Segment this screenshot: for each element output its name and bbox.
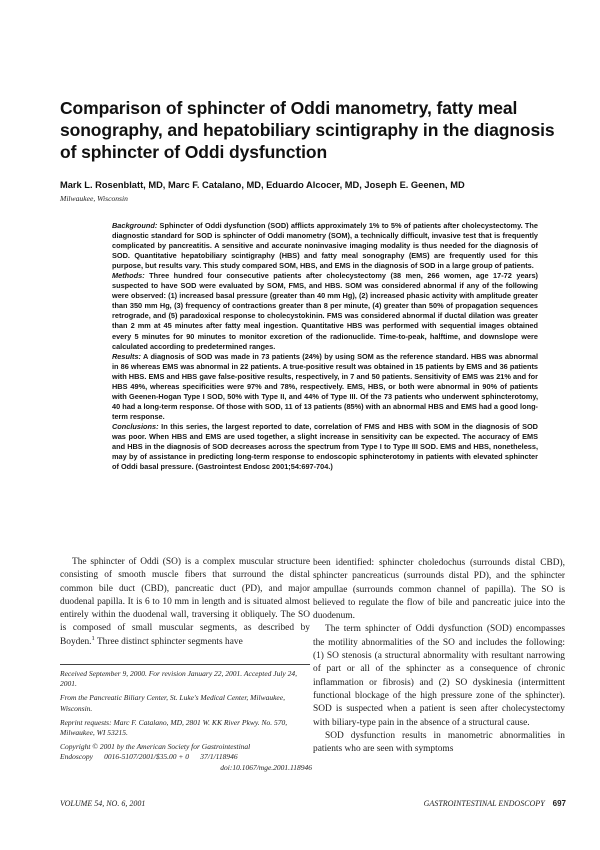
citation-ref: 1	[91, 634, 95, 642]
copyright-note: Copyright © 2001 by the American Society for Gastrointestinal Endoscopy 0016-5107/2001/$35.00 + 0 37/1/118946	[60, 742, 251, 762]
article-notes	[60, 669, 312, 773]
page-number: 697	[552, 799, 566, 808]
footer-volume: VOLUME 54, NO. 6, 2001	[60, 799, 146, 808]
body-column-left	[60, 556, 310, 649]
abstract-methods	[112, 271, 538, 351]
abstract-conclusions	[112, 422, 538, 472]
body-paragraph: The sphincter of Oddi (SO) is a complex muscular structure consisting of smooth muscle fibers that surround the distal common bile duct (CBD), pancreatic duct (PD), and major duodenal papilla. It is 6 to 10 mm in length and is situated almost entirely within the duodenal wall, traversing it obliquely. The SO is composed of small muscular segments, as described by Boyden.$^1$ Three distinct sphincter segments have	[60, 557, 310, 647]
body-paragraph: SOD dysfunction results in manometric abnormalities in patients who are seen with symptoms	[313, 730, 565, 755]
abstract-text: Sphincter of Oddi dysfunction (SOD) afflicts approximately 1% to 5% of patients after cholecystectomy. The diagnostic standard for SOD is sphincter of Oddi manometry (SOM), a technically difficult, invasive test that is frequently complicated by pancreatitis. A sensitive and accurate noninvasive imaging modality is thus needed for the diagnosis of SOD. Quantitative hepatobiliary scintigraphy (HBS) and fatty meal sonography (EMS) are frequently used for this purpose, but results vary. This study compared SOM, HBS, and EMS in the diagnosis of SOD in a large group of patients.	[112, 221, 538, 271]
abstract-background	[112, 221, 538, 271]
abstract	[112, 221, 538, 472]
abstract-results	[112, 352, 538, 422]
abstract-label: Background:	[112, 221, 158, 230]
abstract-text: In this series, the largest reported to date, correlation of FMS and HBS with SOM in the diagnosis of SOD was poor. When HBS and EMS are used together, a slight increase in sensitivity can be expected. The accuracy of EMS and HBS in the diagnosis of SOD decreases across the spectrum from Type I to Type III SOD. EMS and HBS, nonetheless, may by of assistance in predicting long-term response to endoscopic sphincterotomy in patients with elevated sphincter of Oddi basal pressure. (Gastrointest Endosc 2001;54:697-704.)	[112, 421, 538, 472]
doi-link[interactable]: doi:10.1067/mge.2001.118946	[220, 762, 312, 772]
body-column-right	[313, 557, 565, 756]
footer-journal	[424, 799, 566, 808]
abstract-text: Three hundred four consecutive patients after cholecystectomy (38 men, 266 women, age 17-72 years) suspected to have SOD were evaluated by SOM, FMS, and HBS. SOM was considered abnormal if any of the following were observed: (1) increased basal pressure (greater than 40 mm Hg), (2) increased phasic activity with amplitude greater than 350 mm Hg, (3) frequency of contractions greater than 8 per minute, (4) greater than 50% of propagation sequences retrograde, and (5) paradoxical response to cholecystokinin. FMS was considered abnormal if ductal dilation was greater than 2 mm at 45 minutes after fatty meal ingestion. Quantitative HBS was performed with sequential images obtained every 5 minutes for 90 minutes to monitor excretion of the radionuclide. Time-to-peak, halftime, and downslope were calculated according to predetermined ranges.	[112, 271, 538, 351]
body-paragraph: The term sphincter of Oddi dysfunction (SOD) encompasses the motility abnormalities of the SO and includes the following: (1) SO stenosis (a structural abnormality with resultant narrowing of part or all of the sphincter as a consequence of chronic inflammation or fibrosis) and (2) SO dyskinesia (intermittent functional blockage of the high pressure zone of the sphincter). SOD is suspected when a patient is seen after cholecystectomy with biliary-type pain in the absence of a structural cause.	[313, 624, 565, 728]
author-list: Mark L. Rosenblatt, MD, Marc F. Catalano, MD, Eduardo Alcocer, MD, Joseph E. Geenen, MD	[60, 180, 465, 190]
abstract-label: Results:	[112, 351, 141, 361]
reprint-note: Reprint requests: Marc F. Catalano, MD, 2801 W. KK River Pkwy. No. 570, Milwaukee, WI 53215.	[60, 717, 288, 738]
footnote-divider	[60, 664, 310, 665]
received-note: Received September 9, 2000. For revision January 22, 2001. Accepted July 24, 2001.	[60, 669, 298, 689]
abstract-label: Methods:	[112, 271, 145, 281]
abstract-label: Conclusions:	[112, 421, 159, 431]
journal-name: GASTROINTESTINAL ENDOSCOPY	[423, 799, 545, 808]
abstract-text: A diagnosis of SOD was made in 73 patients (24%) by using SOM as the reference standard. HBS was abnormal in 86 whereas EMS was abnormal in 22 patients. A true-positive result was obtained in 15 patients by EMS and 36 patients with HBS. EMS and HBS gave false-positive results, respectively, in 7 and 50 patients. Sensitivity of EMS was 21% and for HBS 49%, whereas specificities were 97% and 78%, respectively. EMS, HBS, or both were abnormal in 90% of patients with Geenen-Hogan Type I SOD, 50% with Type II, and 44% of Type III. Of the 73 patients who underwent sphincterotomy, 40 had a long-term response. Of those with SOD, 11 of 13 patients (85%) with an abnormal HBS and EMS had a good long-term response.	[112, 351, 538, 421]
author-location: Milwaukee, Wisconsin	[60, 194, 128, 203]
article-title: Comparison of sphincter of Oddi manometry, fatty meal sonography, and hepatobiliary scintigraphy in the diagnosis of sphincter of Oddi dysfunction	[60, 98, 555, 162]
body-paragraph: been identified: sphincter choledochus (surrounds distal CBD), sphincter pancreaticus (surrounds distal PD), and the sphincter ampullae (surrounds common channel of papilla). The SO is believed to regulate the flow of bile and pancreatic juice into the duodenum.	[313, 558, 565, 622]
affiliation-note: From the Pancreatic Biliary Center, St. Luke's Medical Center, Milwaukee, Wisconsin.	[60, 693, 285, 713]
